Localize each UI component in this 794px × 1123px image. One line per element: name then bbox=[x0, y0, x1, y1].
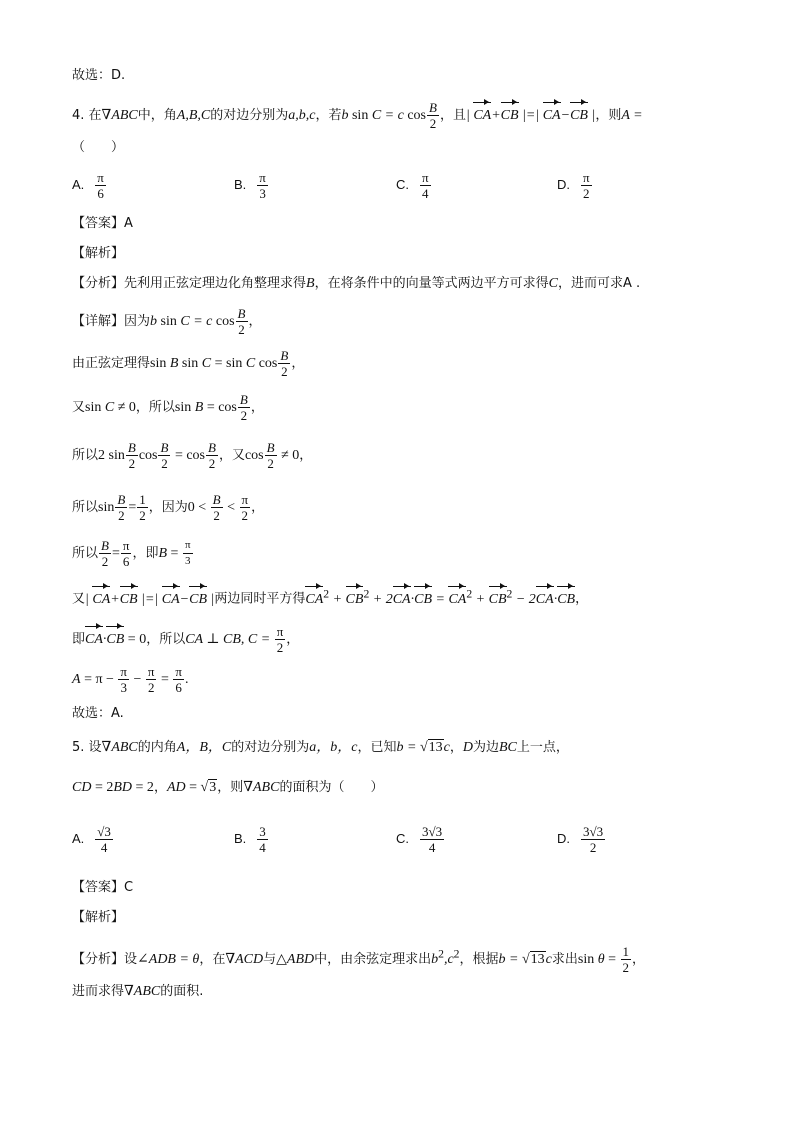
q4-detail-2: 由正弦定理得sin B sin C = sin C cos $\frac{B}{2}$ ， bbox=[72, 348, 305, 379]
q4-detail-5: 所以sin $\frac{B}{2}$ = $\frac{1}{2}$ ，因为0 < $\frac{B}{2}$ < $\frac{\pi}{2}$ ， bbox=[72, 492, 265, 523]
q5-fenxi-1: 【分析】设∠ADB = θ，在∇ACD与△ABD中，由余弦定理求出$b^2,c^2$，根据b = √13c求出sin θ = $\frac{1}{2}$ ， bbox=[72, 944, 646, 975]
q4-option-b: B. $\frac{\pi}{3}$ bbox=[234, 170, 266, 201]
q5-fenxi-2: 进而求得∇ABC的面积. bbox=[72, 984, 204, 999]
q4-paren: （ ） bbox=[72, 140, 125, 155]
q4-detail-4: 所以2 sin $\frac{B}{2}$ cos $\frac{B}{2}$ = cos $\frac{B}{2}$ ，又cos $\frac{B}{2}$ ≠ 0， bbox=[72, 440, 313, 471]
q4-stem: 4. 在∇ABC中，角A,B,C的对边分别为a,b,c，若b sin C = c cos $\frac{B}{2}$ ，且| CA+CB |=| CA−CB |，则A = bbox=[72, 100, 643, 131]
q4-answer: 【答案】A bbox=[72, 216, 133, 231]
q4-analysis-tag: 【解析】 bbox=[72, 246, 125, 261]
frac-b-over-2: $\frac{B}{2}$ bbox=[429, 100, 437, 131]
q4-option-c: C. $\frac{\pi}{4}$ bbox=[396, 170, 429, 201]
q5-answer: 【答案】C bbox=[72, 880, 134, 895]
q4-final: 故选：A. bbox=[72, 706, 124, 721]
q5-option-b: B. $\frac{3}{4}$ bbox=[234, 824, 266, 855]
q5-stem-1: 5. 设∇ABC的内角A，B，C的对边分别为a，b，c，已知b = √13c，D为边BC上一点， bbox=[72, 740, 569, 755]
q4-option-a: A. $\frac{\pi}{6}$ bbox=[72, 170, 104, 201]
q5-analysis-tag: 【解析】 bbox=[72, 910, 125, 925]
q4-fenxi: 【分析】先利用正弦定理边化角整理求得B，在将条件中的向量等式两边平方可求得C，进而可求A . bbox=[72, 276, 641, 291]
q4-detail-3: 又sin C ≠ 0，所以sin B = cos $\frac{B}{2}$ ， bbox=[72, 392, 264, 423]
q5-option-d: D. $\frac{3√3}{2}$ bbox=[557, 824, 604, 855]
q4-option-d: D. $\frac{\pi}{2}$ bbox=[557, 170, 590, 201]
q5-option-c: C. $\frac{3√3}{4}$ bbox=[396, 824, 443, 855]
prev-answer-line: 故选：D. bbox=[72, 68, 126, 83]
q5-stem-2: CD = 2BD = 2，AD = √3，则∇ABC的面积为（ ） bbox=[72, 780, 384, 795]
q4-detail-1: 【详解】因为b sin C = c cos $\frac{B}{2}$ ， bbox=[72, 306, 262, 337]
q4-detail-9: A = π − $\frac{\pi}{3}$ − $\frac{\pi}{2}$ = $\frac{\pi}{6}$ . bbox=[72, 664, 189, 695]
q4-detail-6: 所以 $\frac{B}{2}$ = $\frac{\pi}{6}$ ，即B = $\frac{\pi}{3}$ bbox=[72, 538, 191, 569]
q4-detail-7: 又| CA+CB |=| CA−CB |两边同时平方得$CA^2 + CB^2 + 2CA\cdot CB = CA^2 + CB^2 - 2CA\cdot CB$， bbox=[72, 584, 588, 610]
q4-detail-8: 即CA·CB = 0，所以CA ⊥ CB, C = $\frac{\pi}{2}$ ， bbox=[72, 624, 300, 655]
q5-option-a: A. $\frac{√3}{4}$ bbox=[72, 824, 111, 855]
